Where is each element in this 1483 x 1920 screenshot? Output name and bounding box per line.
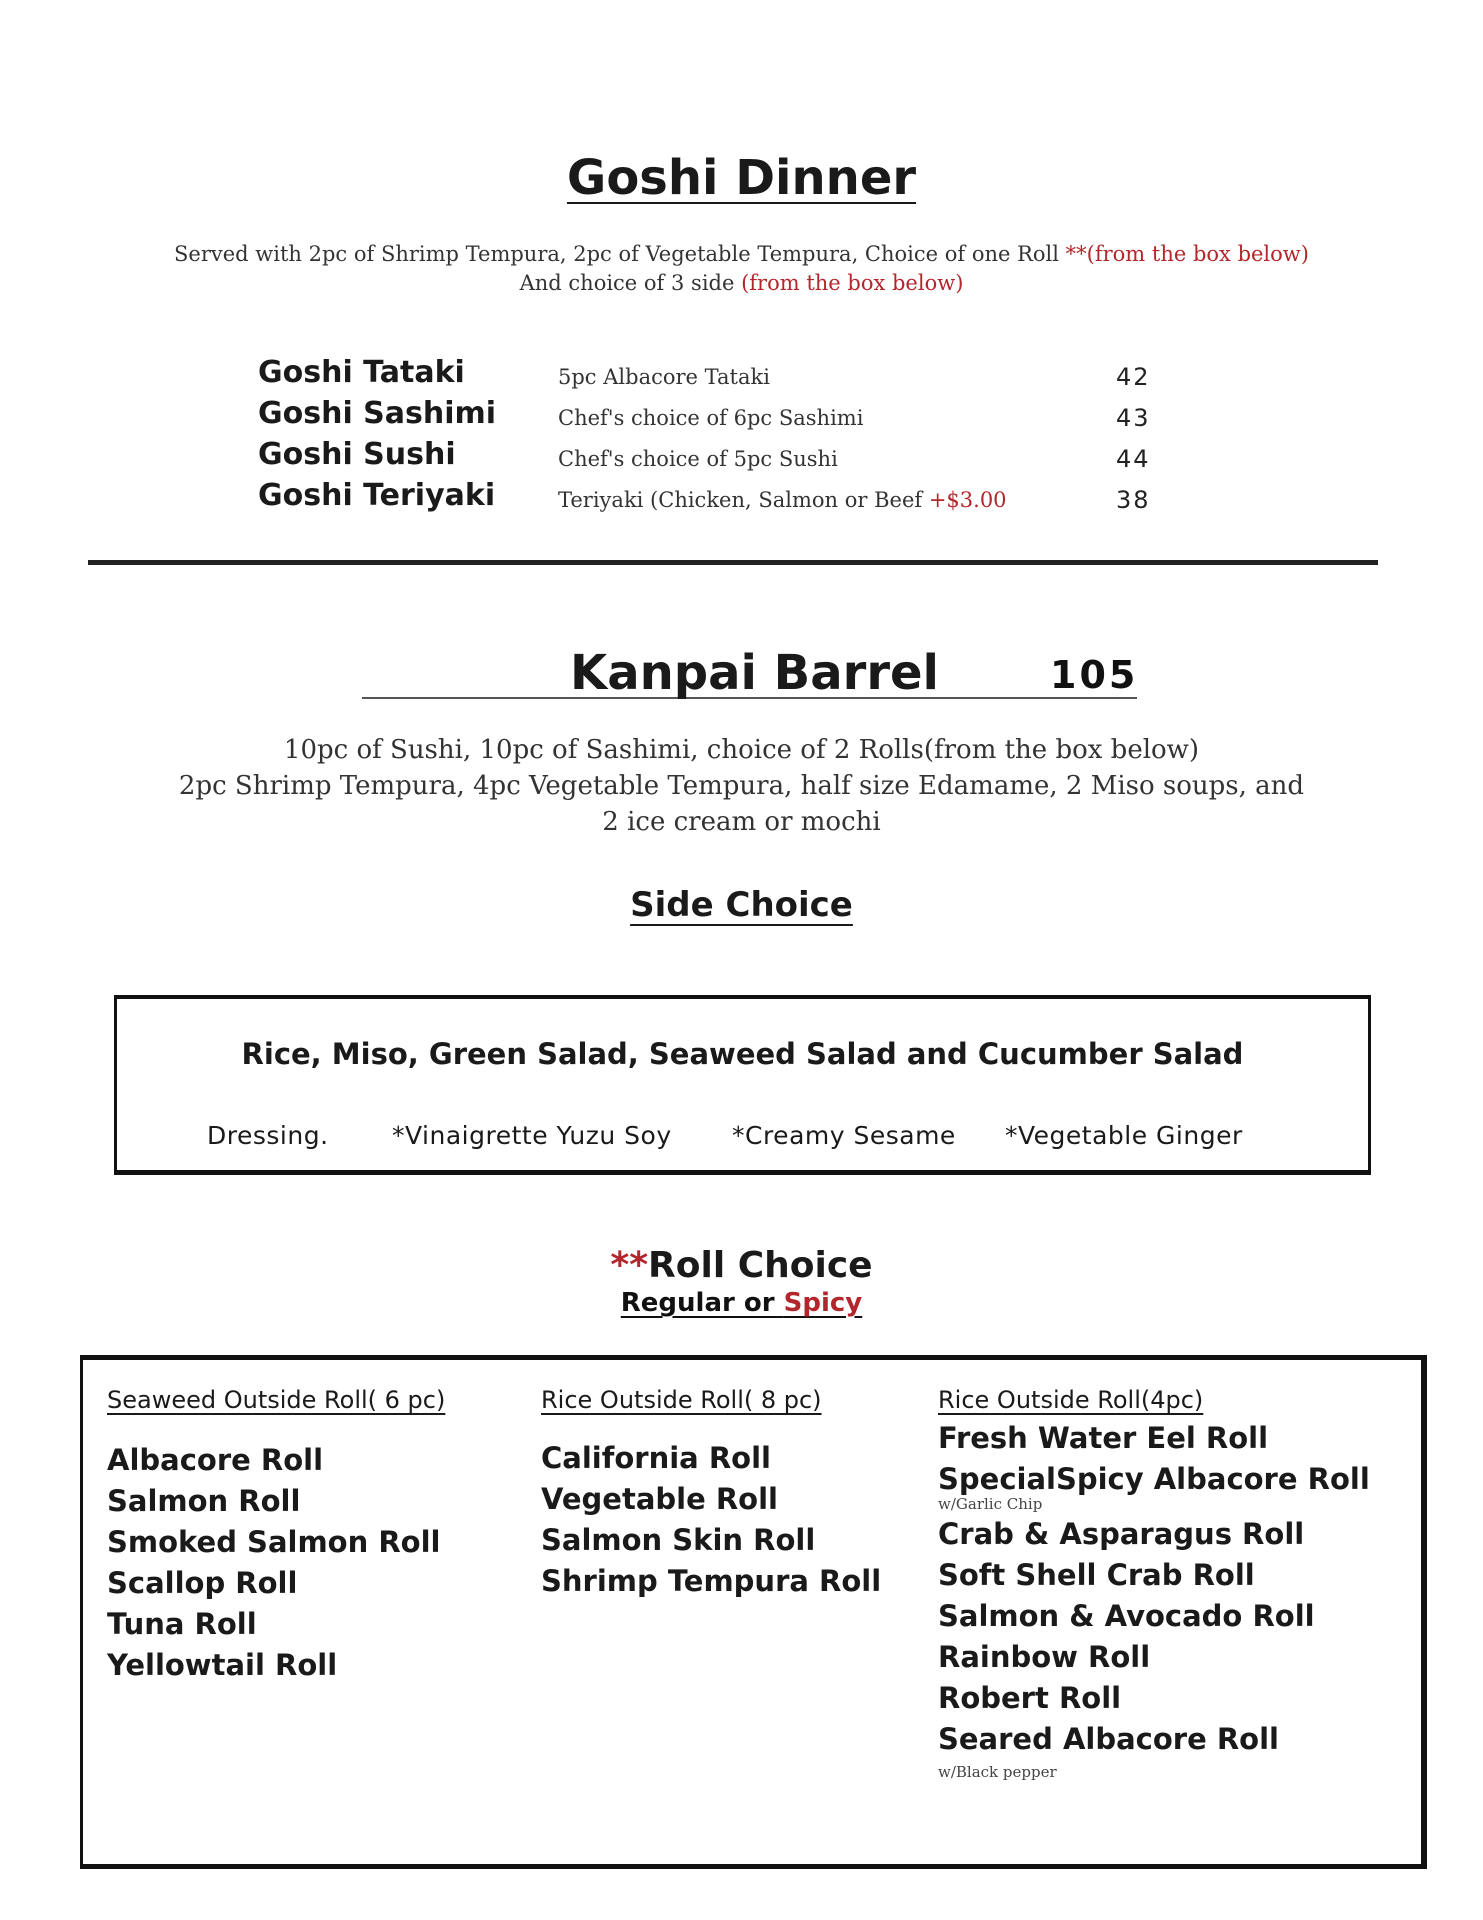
kanpai-price: 105: [1050, 653, 1139, 697]
goshi-served-line-1: [0, 240, 1483, 269]
goshi-item-row: [258, 355, 1158, 397]
goshi-item-desc: 5pc Albacore Tataki: [558, 365, 770, 389]
section-divider: [88, 560, 1378, 565]
kanpai-heading: [362, 645, 1137, 699]
roll-choice-title-text: Roll Choice: [648, 1245, 873, 1286]
roll-item: Rainbow Roll: [938, 1640, 1151, 1674]
goshi-item-row: [258, 478, 1158, 520]
dressing-option: *Vegetable Ginger: [1005, 1121, 1243, 1150]
goshi-item-desc: Chef's choice of 6pc Sashimi: [558, 406, 864, 430]
dressing-label: Dressing.: [207, 1121, 329, 1150]
roll-item: Robert Roll: [938, 1681, 1122, 1715]
roll-item-note: w/Garlic Chip: [938, 1495, 1043, 1513]
goshi-item-price: 38: [1116, 486, 1151, 514]
roll-column-list: [107, 1440, 440, 1686]
goshi-item-row: [258, 396, 1158, 438]
roll-item: Scallop Roll: [107, 1566, 298, 1600]
roll-item: Tuna Roll: [107, 1607, 257, 1641]
goshi-served-note-2: (from the box below): [741, 271, 964, 295]
kanpai-desc-line-2: 2pc Shrimp Tempura, 4pc Vegetable Tempura, half size Edamame, 2 Miso soups, and: [178, 771, 1305, 801]
goshi-item-desc-text: Teriyaki (Chicken, Salmon or Beef: [558, 488, 929, 512]
goshi-item-row: [258, 437, 1158, 479]
dressing-option: *Creamy Sesame: [732, 1121, 956, 1150]
goshi-item-desc: Chef's choice of 5pc Sushi: [558, 447, 838, 471]
roll-item: SpecialSpicy Albacore Roll: [938, 1462, 1370, 1496]
goshi-item-name: Goshi Teriyaki: [258, 478, 496, 513]
goshi-item-name: Goshi Sushi: [258, 437, 456, 472]
roll-column-heading: Rice Outside Roll( 8 pc): [541, 1386, 822, 1414]
roll-item: Vegetable Roll: [541, 1482, 778, 1516]
goshi-served-text-1: Served with 2pc of Shrimp Tempura, 2pc of Vegetable Tempura, Choice of one Roll: [174, 242, 1066, 266]
goshi-item-price: 44: [1116, 445, 1151, 473]
roll-column-heading: Seaweed Outside Roll( 6 pc): [107, 1386, 446, 1414]
goshi-item-desc: [558, 488, 1007, 512]
roll-item: Fresh Water Eel Roll: [938, 1421, 1269, 1455]
roll-item: Yellowtail Roll: [107, 1648, 338, 1682]
side-choice-box: [114, 995, 1371, 1175]
roll-item: Smoked Salmon Roll: [107, 1525, 441, 1559]
side-choice-title: Side Choice: [630, 885, 853, 925]
roll-choice-marker: **: [610, 1245, 649, 1286]
goshi-item-price: 43: [1116, 404, 1151, 432]
roll-item: California Roll: [541, 1441, 771, 1475]
kanpai-desc-line-1: 10pc of Sushi, 10pc of Sashimi, choice of 2 Rolls(from the box below): [283, 735, 1200, 765]
roll-item: Soft Shell Crab Roll: [938, 1558, 1255, 1592]
roll-choice-subtitle: [0, 1288, 1483, 1318]
kanpai-title: Kanpai Barrel: [570, 645, 939, 701]
goshi-served-line-2: [0, 269, 1483, 298]
goshi-served-note-1: **(from the box below): [1065, 242, 1309, 266]
roll-choice-title: [0, 1245, 1483, 1286]
roll-column-list: [541, 1438, 881, 1602]
roll-item: Salmon & Avocado Roll: [938, 1599, 1315, 1633]
roll-item: Crab & Asparagus Roll: [938, 1517, 1305, 1551]
goshi-item-name: Goshi Tataki: [258, 355, 465, 390]
side-options: Rice, Miso, Green Salad, Seaweed Salad and Cucumber Salad: [241, 1037, 1244, 1071]
dressing-option: *Vinaigrette Yuzu Soy: [392, 1121, 672, 1150]
goshi-item-upcharge: +$3.00: [928, 488, 1007, 512]
roll-item: Shrimp Tempura Roll: [541, 1564, 882, 1598]
roll-column-list: [938, 1418, 1370, 1782]
roll-item: Albacore Roll: [107, 1443, 324, 1477]
roll-item-note: w/Black pepper: [938, 1763, 1057, 1781]
goshi-item-price: 42: [1116, 363, 1151, 391]
roll-choice-subtitle-regular: Regular or: [620, 1288, 784, 1318]
roll-item: Salmon Roll: [107, 1484, 301, 1518]
roll-item: Seared Albacore Roll: [938, 1722, 1279, 1756]
goshi-item-name: Goshi Sashimi: [258, 396, 497, 431]
roll-choice-subtitle-spicy: Spicy: [783, 1288, 863, 1318]
goshi-served-text-2: And choice of 3 side: [519, 271, 742, 295]
roll-item: Salmon Skin Roll: [541, 1523, 816, 1557]
roll-choice-box: [80, 1355, 1427, 1869]
goshi-dinner-title: Goshi Dinner: [566, 150, 917, 206]
kanpai-desc-line-3: 2 ice cream or mochi: [602, 807, 881, 837]
roll-column-heading: Rice Outside Roll(4pc): [938, 1386, 1204, 1414]
roll-choice-subtitle-text: [621, 1288, 862, 1318]
